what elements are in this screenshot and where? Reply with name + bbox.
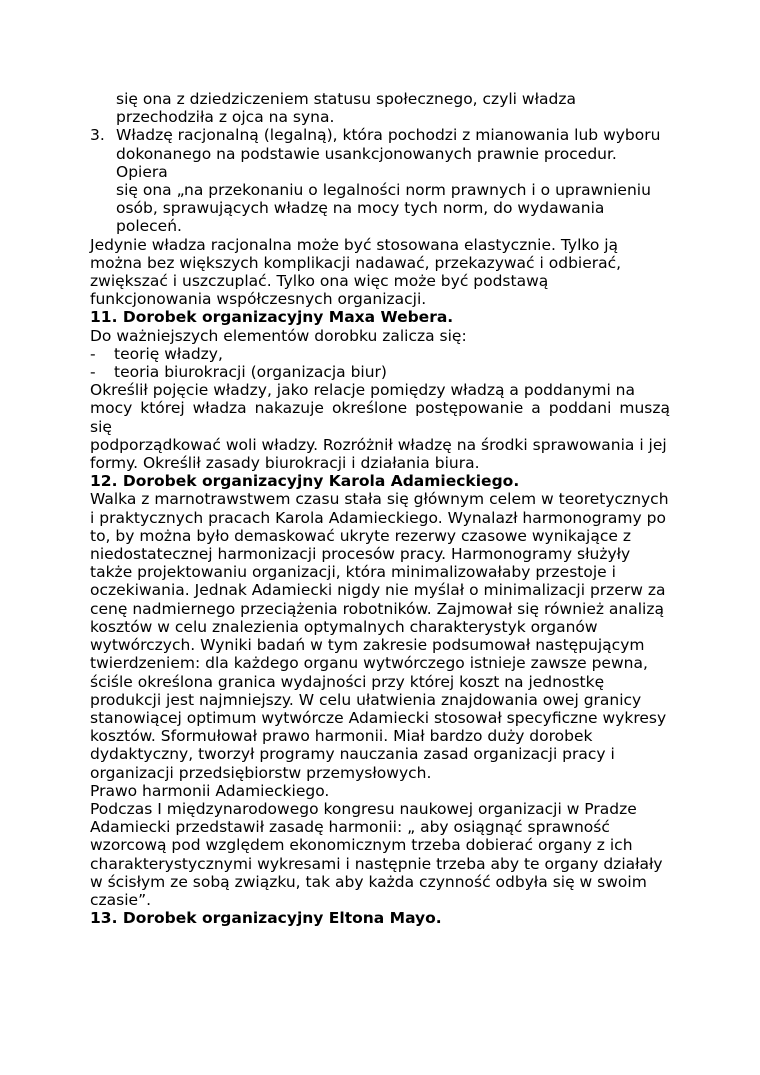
text-line: twierdzeniem: dla każdego organu wytwórczego istnieje zawsze pewna, [90, 654, 648, 673]
text-line: dydaktyczny, tworzył programy nauczania zasad organizacji pracy i [90, 745, 615, 764]
paragraph [90, 490, 670, 781]
text-line: formy. Określił zasady biurokracji i działania biura. [90, 454, 480, 473]
text-line: osób, sprawujących władzę na mocy tych norm, do wydawania poleceń. [116, 199, 605, 236]
text-line: się ona „na przekonaniu o legalności norm prawnych i o uprawnieniu [116, 181, 651, 200]
list-number: 3. [90, 126, 105, 145]
text-line: cenę nadmiernego przeciążenia robotników. Zajmował się również analizą [90, 599, 664, 618]
heading-12: 12. Dorobek organizacyjny Karola Adamieckiego. [90, 472, 520, 491]
text-line: organizacji przedsiębiorstw przemysłowych. [90, 763, 432, 782]
text-line: niedostatecznej harmonizacji procesów pracy. Harmonogramy służyły [90, 545, 631, 564]
text-line: Jedynie władza racjonalna może być stosowana elastycznie. Tylko ją [90, 235, 619, 254]
list-item-3 [90, 126, 670, 235]
text-line: Określił pojęcie władzy, jako relacje pomiędzy władzą a poddanymi na [90, 381, 635, 400]
text-line: przechodziła z ojca na syna. [116, 108, 335, 127]
heading-11: 11. Dorobek organizacyjny Maxa Webera. [90, 308, 454, 327]
heading-13: 13. Dorobek organizacyjny Eltona Mayo. [90, 909, 442, 928]
text-line: czasie”. [90, 890, 152, 909]
text-line: ściśle określona granica wydajności przy której koszt na jednostkę [90, 672, 605, 691]
dash-marker: - [90, 344, 96, 363]
text-line: i praktycznych pracach Karola Adamieckiego. Wynalazł harmonogramy po [90, 508, 666, 527]
text-line: można bez większych komplikacji nadawać, przekazywać i odbierać, [90, 253, 622, 272]
text-line: także projektowaniu organizacji, która minimalizowałaby przestoje i [90, 563, 616, 582]
text-line: podporządkować woli władzy. Rozróżnił władzę na środki sprawowania i jej [90, 435, 667, 454]
list-item-continuation [90, 90, 670, 126]
text-line: dokonanego na podstawie usankcjonowanych prawnie procedur. Opiera [116, 144, 617, 181]
text-line: Adamiecki przedstawił zasadę harmonii: „ aby osiągnąć sprawność [90, 818, 610, 837]
text-line: mocy której władza nakazuje określone postępowanie a poddani muszą się [90, 399, 670, 436]
text-line: charakterystycznymi wykresami i następnie trzeba aby te organy działały [90, 854, 663, 873]
dash-marker: - [90, 363, 96, 382]
document-page [90, 90, 670, 927]
bullet-item [90, 345, 670, 363]
text-line: oczekiwania. Jednak Adamiecki nigdy nie myślał o minimalizacji przerw za [90, 581, 666, 600]
text-line: w ścisłym ze sobą związku, tak aby każda czynność odbyła się w swoim [90, 872, 647, 891]
text-line: się ona z dziedziczeniem statusu społecznego, czyli władza [116, 90, 576, 108]
text-line: kosztów w celu znalezienia optymalnych charakterystyk organów [90, 617, 598, 636]
text-line: Walka z marnotrawstwem czasu stała się głównym celem w teoretycznych [90, 490, 669, 509]
paragraph [90, 800, 670, 909]
bullet-item [90, 363, 670, 381]
bullet-text: teorię władzy, [114, 344, 223, 363]
subheading: Prawo harmonii Adamieckiego. [90, 781, 330, 800]
text-line: kosztów. Sformułował prawo harmonii. Miał bardzo duży dorobek [90, 727, 593, 746]
text-line: Podczas I międzynarodowego kongresu naukowej organizacji w Pradze [90, 799, 637, 818]
intro-line: Do ważniejszych elementów dorobku zalicza się: [90, 326, 467, 345]
text-line: stanowiącej optimum wytwórcze Adamiecki stosował specyficzne wykresy [90, 708, 667, 727]
paragraph [90, 381, 670, 472]
text-line: zwiększać i uszczuplać. Tylko ona więc może być podstawą [90, 272, 549, 291]
text-line: produkcji jest najmniejszy. W celu ułatwienia znajdowania owej granicy [90, 690, 642, 709]
text-line: wytwórczych. Wyniki badań w tym zakresie podsumował następującym [90, 636, 645, 655]
bullet-text: teoria biurokracji (organizacja biur) [114, 363, 387, 382]
paragraph [90, 236, 670, 309]
text-line: funkcjonowania współczesnych organizacji. [90, 290, 427, 309]
text-line: to, by można było demaskować ukryte rezerwy czasowe wynikające z [90, 526, 631, 545]
text-line: Władzę racjonalną (legalną), która pochodzi z mianowania lub wyboru [116, 126, 661, 145]
text-line: wzorcową pod względem ekonomicznym trzeba dobierać organy z ich [90, 836, 633, 855]
